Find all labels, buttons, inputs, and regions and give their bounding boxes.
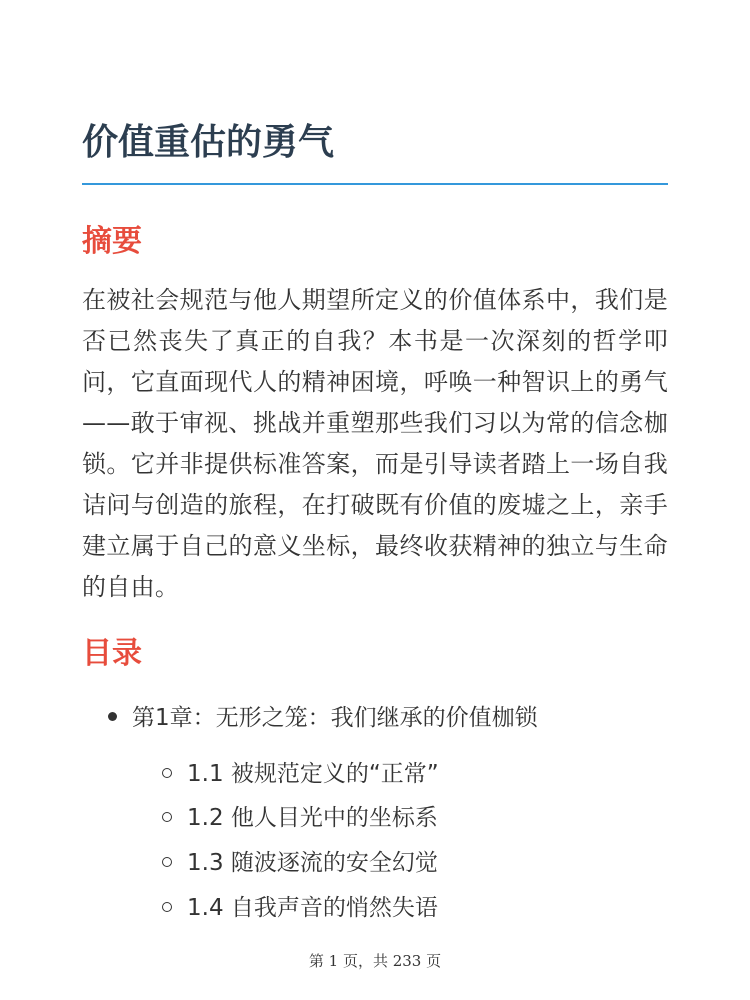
- toc-heading: 目录: [82, 636, 142, 671]
- bullet-circle-icon: [162, 857, 172, 867]
- bullet-disc-icon: [108, 712, 117, 721]
- toc-section-label: 1.3 随波逐流的安全幻觉: [187, 850, 438, 876]
- toc-section-1-1: [162, 756, 439, 792]
- page-number-footer: 第 1 页，共 233 页: [308, 952, 442, 970]
- bullet-circle-icon: [162, 902, 172, 912]
- toc-section-label: 1.2 他人目光中的坐标系: [187, 805, 438, 831]
- toc-section-1-3: [162, 845, 438, 881]
- toc-section-1-4: [162, 890, 438, 926]
- toc-section-label: 1.1 被规范定义的“正常”: [187, 761, 439, 787]
- abstract-heading: 摘要: [82, 224, 142, 259]
- toc-section-label: 1.4 自我声音的悄然失语: [187, 895, 438, 921]
- bullet-circle-icon: [162, 768, 172, 778]
- document-title: 价值重估的勇气: [82, 122, 335, 163]
- bullet-circle-icon: [162, 812, 172, 822]
- abstract-text: 在被社会规范与他人期望所定义的价值体系中，我们是否已然丧失了真正的自我？本书是一次深刻的哲学叩问，它直面现代人的精神困境，呼唤一种智识上的勇气——敢于审视、挑战并重塑那些我们习以为常的信念枷锁。它并非提供标准答案，而是引导读者踏上一场自我诘问与创造的旅程，在打破既有价值的废墟之上，亲手建立属于自己的意义坐标，最终收获精神的独立与生命的自由。: [82, 286, 668, 601]
- title-divider: [82, 183, 668, 185]
- toc-section-1-2: [162, 800, 438, 836]
- toc-chapter-label: 第1章：无形之笼：我们继承的价值枷锁: [132, 705, 538, 731]
- toc-chapter-1: [108, 700, 538, 736]
